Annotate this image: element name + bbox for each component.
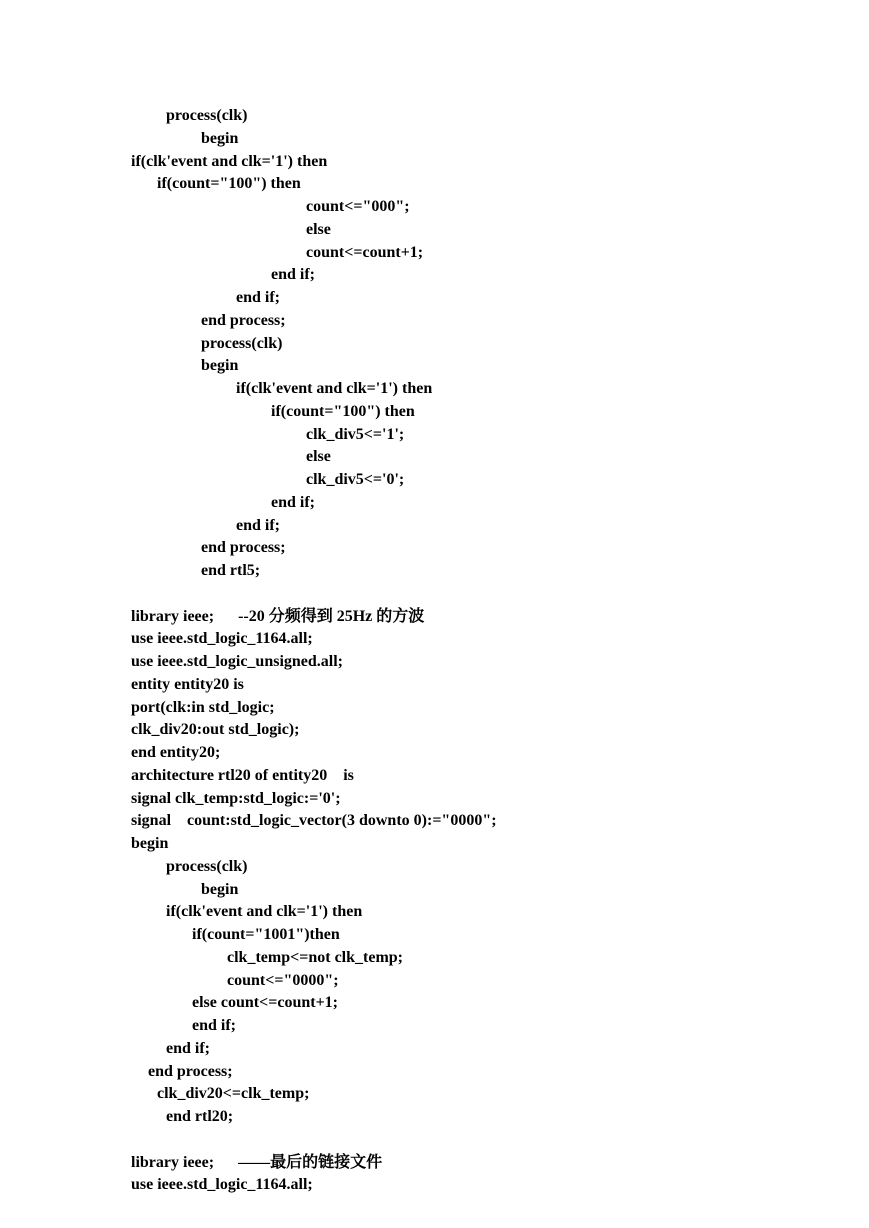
code-line: signal count:std_logic_vector(3 downto 0):="0000";: [131, 812, 497, 829]
code-line: if(count="1001")then: [192, 926, 340, 943]
code-line: end if;: [271, 266, 315, 283]
code-line: entity entity20 is: [131, 676, 244, 693]
code-line: else count<=count+1;: [192, 994, 339, 1011]
code-line: use ieee.std_logic_1164.all;: [131, 1176, 313, 1193]
code-line: else: [306, 448, 331, 465]
code-line: library ieee; ——最后的链接文件: [131, 1154, 383, 1171]
code-line: if(clk'event and clk='1') then: [131, 153, 328, 170]
code-line: clk_div5<='0';: [306, 471, 405, 488]
code-line: use ieee.std_logic_1164.all;: [131, 630, 313, 647]
code-line: process(clk): [166, 107, 248, 124]
code-line: process(clk): [166, 858, 248, 875]
code-line: end rtl20;: [166, 1108, 234, 1125]
code-line: end process;: [201, 539, 286, 556]
code-line: architecture rtl20 of entity20 is: [131, 767, 354, 784]
code-line: begin: [201, 881, 239, 898]
code-line: count<="0000";: [227, 972, 339, 989]
code-line: end if;: [236, 289, 280, 306]
code-line: process(clk): [201, 335, 283, 352]
code-line: end process;: [148, 1063, 233, 1080]
code-line: count<="000";: [306, 198, 410, 215]
code-line: if(count="100") then: [157, 175, 301, 192]
code-line: if(clk'event and clk='1') then: [236, 380, 433, 397]
code-line: port(clk:in std_logic;: [131, 699, 275, 716]
code-line: if(clk'event and clk='1') then: [166, 903, 363, 920]
code-line: end if;: [271, 494, 315, 511]
code-line: else: [306, 221, 331, 238]
code-line: clk_div20<=clk_temp;: [157, 1085, 310, 1102]
code-line: signal clk_temp:std_logic:='0';: [131, 790, 341, 807]
code-line: begin: [131, 835, 169, 852]
code-line: end process;: [201, 312, 286, 329]
code-line: begin: [201, 357, 239, 374]
code-line: library ieee; --20 分频得到 25Hz 的方波: [131, 608, 425, 625]
code-line: end rtl5;: [201, 562, 261, 579]
code-line: begin: [201, 130, 239, 147]
code-line: end if;: [192, 1017, 236, 1034]
code-line: use ieee.std_logic_unsigned.all;: [131, 653, 344, 670]
code-line: clk_div20:out std_logic);: [131, 721, 300, 738]
code-line: end if;: [166, 1040, 210, 1057]
code-line: end entity20;: [131, 744, 221, 761]
code-line: clk_temp<=not clk_temp;: [227, 949, 403, 966]
code-line: if(count="100") then: [271, 403, 415, 420]
code-line: clk_div5<='1';: [306, 426, 405, 443]
code-line: count<=count+1;: [306, 244, 424, 261]
code-line: end if;: [236, 517, 280, 534]
